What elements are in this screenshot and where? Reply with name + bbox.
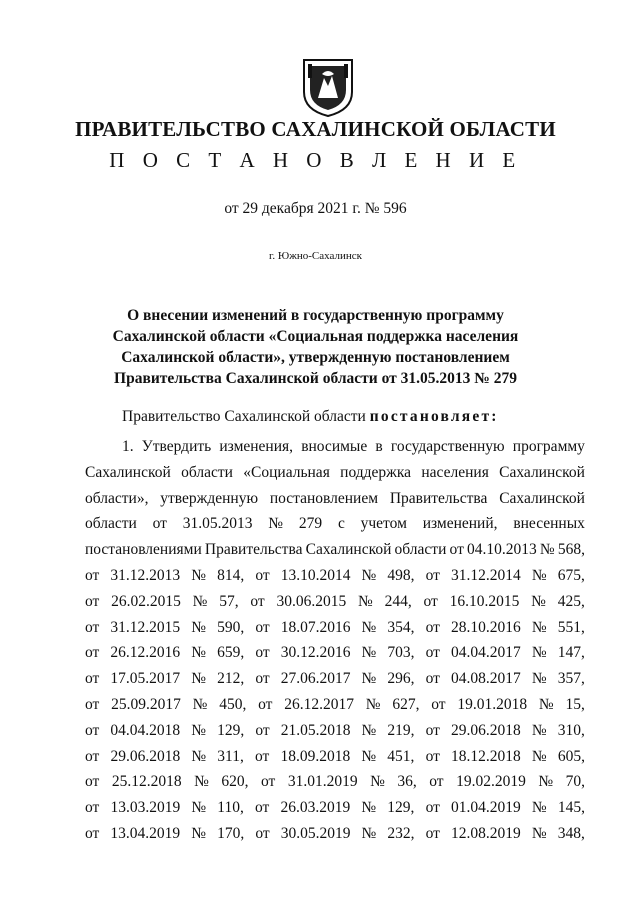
- body-word: 279: [298, 515, 323, 533]
- body-word: учетом: [360, 515, 407, 533]
- body-word: 26.03.2019: [280, 799, 351, 817]
- body-word: от: [425, 799, 440, 817]
- body-word: 18.09.2018: [280, 747, 351, 765]
- body-word: 27.06.2017: [280, 670, 351, 688]
- body-word: Сахалинской: [305, 541, 392, 559]
- body-line: [85, 489, 585, 509]
- body-word: 30.05.2019: [280, 825, 351, 842]
- body-word: от: [85, 567, 100, 584]
- body-word: 129,: [217, 721, 245, 739]
- body-word: в: [375, 438, 383, 455]
- body-word: государственную: [390, 438, 505, 455]
- body-word: №: [531, 644, 547, 662]
- body-word: от: [255, 825, 270, 842]
- body-word: поддержка: [340, 463, 412, 481]
- body-word: утвержденную: [160, 489, 259, 507]
- body-word: 605,: [557, 747, 585, 765]
- document-date-number: от 29 декабря 2021 г. № 596: [224, 200, 407, 217]
- body-word: 15,: [565, 696, 585, 713]
- body-word: от: [85, 773, 100, 791]
- body-word: от: [255, 567, 270, 584]
- body-word: от: [425, 670, 440, 688]
- body-word: 31.12.2015: [110, 618, 181, 636]
- body-word: 814,: [217, 567, 245, 584]
- intro-lead: Правительство Сахалинской области: [122, 408, 366, 425]
- body-word: 18.07.2016: [280, 618, 351, 636]
- body-word: №: [358, 592, 373, 610]
- body-word: постановлением: [269, 489, 379, 507]
- body-word: №: [191, 825, 207, 842]
- body-word: 498,: [387, 567, 415, 584]
- body-word: 110,: [217, 799, 244, 817]
- body-word: 659,: [217, 644, 245, 662]
- body-word: 568,: [557, 541, 585, 559]
- intro-decree: постановляет:: [369, 408, 499, 425]
- body-line: [85, 824, 585, 844]
- body-word: №: [361, 799, 377, 817]
- body-word: №: [531, 592, 546, 610]
- body-word: 31.01.2019: [287, 773, 358, 791]
- body-line: [85, 463, 585, 483]
- body-word: от: [255, 799, 270, 817]
- document-title: О внесении изменений в государственную программу Сахалинской области «Социальная поддержка населения Сахалинской области», утвержденную постановлением Правительства Сахалинской области от 31.05.2013 № 279: [112, 307, 519, 387]
- body-line: [85, 747, 585, 767]
- body-word: от: [425, 747, 440, 765]
- body-word: 425,: [557, 592, 585, 610]
- body-word: 57,: [219, 592, 239, 610]
- body-word: №: [194, 773, 209, 791]
- body-word: 04.04.2018: [110, 721, 181, 739]
- body-word: №: [531, 799, 547, 817]
- body-word: 28.10.2016: [451, 618, 521, 636]
- body-line: [122, 437, 585, 457]
- body-word: от: [255, 618, 270, 636]
- body-word: «Социальная: [243, 463, 330, 481]
- body-word: от: [425, 825, 440, 842]
- body-word: №: [365, 696, 381, 713]
- body-word: №: [538, 773, 554, 791]
- body-word: от: [425, 567, 440, 584]
- body-word: 232,: [387, 825, 415, 842]
- body-word: 450,: [219, 696, 247, 713]
- body-word: 26.12.2017: [284, 696, 354, 713]
- body-word: 357,: [557, 670, 585, 688]
- document-city: г. Южно-Сахалинск: [269, 250, 362, 262]
- body-word: Утвердить: [141, 438, 212, 455]
- body-word: №: [538, 696, 554, 713]
- body-word: 04.08.2017: [451, 670, 521, 688]
- body-word: от: [425, 644, 440, 662]
- body-word: вносимые: [301, 438, 368, 455]
- body-word: 26.02.2015: [111, 592, 181, 610]
- body-line: [85, 592, 585, 612]
- body-word: от: [425, 721, 440, 739]
- body-word: 147,: [557, 644, 585, 662]
- body-word: от: [85, 747, 100, 765]
- body-word: от: [258, 696, 273, 713]
- body-word: №: [361, 567, 377, 584]
- body-word: 627,: [392, 696, 420, 713]
- body-word: 26.12.2016: [110, 644, 181, 662]
- body-word: области: [181, 463, 233, 481]
- body-word: от: [250, 592, 265, 610]
- body-word: от: [255, 644, 270, 662]
- body-word: от: [429, 773, 444, 791]
- body-word: 348,: [557, 825, 585, 842]
- body-word: №: [361, 825, 377, 842]
- body-word: от: [85, 592, 100, 610]
- body-word: изменения,: [219, 438, 294, 455]
- body-word: 17.05.2017: [110, 670, 181, 688]
- body-word: №: [531, 618, 547, 636]
- body-word: Сахалинской: [499, 489, 585, 507]
- body-word: от: [425, 618, 440, 636]
- body-word: 311,: [217, 747, 244, 765]
- body-word: 354,: [387, 618, 415, 636]
- body-word: области: [394, 541, 447, 559]
- body-word: 551,: [557, 618, 585, 636]
- body-line: [85, 514, 585, 534]
- body-line: [85, 566, 585, 586]
- body-word: области: [85, 515, 137, 533]
- body-word: области»,: [85, 489, 149, 507]
- body-word: 620,: [221, 773, 249, 791]
- body-word: №: [531, 670, 547, 688]
- body-word: 25.09.2017: [111, 696, 181, 713]
- body-word: 16.10.2015: [449, 592, 520, 610]
- body-word: 25.12.2018: [111, 773, 182, 791]
- body-word: 29.06.2018: [451, 721, 521, 739]
- body-word: 29.06.2018: [110, 747, 181, 765]
- body-word: от: [85, 644, 100, 662]
- body-word: населения: [421, 463, 489, 481]
- organization-name: ПРАВИТЕЛЬСТВО САХАЛИНСКОЙ ОБЛАСТИ: [75, 117, 556, 141]
- body-word: программу: [512, 438, 585, 455]
- body-word: от: [152, 515, 167, 533]
- body-word: 19.01.2018: [457, 696, 528, 713]
- body-word: №: [191, 721, 207, 739]
- body-word: №: [192, 696, 208, 713]
- body-word: 31.05.2013: [182, 515, 253, 533]
- body-word: от: [85, 696, 100, 713]
- body-line: [85, 695, 585, 715]
- body-word: 13.04.2019: [110, 825, 181, 842]
- body-word: №: [539, 541, 555, 559]
- body-word: 310,: [557, 721, 585, 739]
- body-word: от: [423, 592, 438, 610]
- body-word: 18.12.2018: [451, 747, 521, 765]
- body-word: №: [531, 721, 547, 739]
- body-line: [85, 669, 585, 689]
- body-word: 296,: [387, 670, 415, 688]
- body-word: Сахалинской: [85, 463, 171, 481]
- body-word: Сахалинской: [499, 463, 585, 481]
- body-word: изменений,: [422, 515, 498, 533]
- body-line: [85, 721, 585, 741]
- body-word: №: [361, 747, 377, 765]
- body-word: от: [449, 541, 464, 559]
- body-word: 590,: [217, 618, 245, 636]
- body-word: 36,: [397, 773, 417, 791]
- body-word: №: [531, 747, 547, 765]
- body-line: [85, 798, 585, 818]
- body-word: от: [85, 618, 100, 636]
- body-word: №: [361, 644, 377, 662]
- body-word: Правительства: [389, 489, 488, 507]
- coat-of-arms-emblem: [300, 56, 356, 118]
- body-line: [85, 772, 585, 792]
- body-word: 451,: [387, 747, 415, 765]
- body-word: №: [361, 670, 377, 688]
- body-word: 19.02.2019: [456, 773, 526, 791]
- body-word: 129,: [387, 799, 415, 817]
- body-word: от: [255, 670, 270, 688]
- body-word: №: [531, 567, 547, 584]
- body-word: 30.12.2016: [280, 644, 351, 662]
- body-word: 212,: [217, 670, 245, 688]
- body-word: от: [261, 773, 276, 791]
- body-word: 30.06.2015: [276, 592, 347, 610]
- body-word: 675,: [557, 567, 585, 584]
- body-word: 21.05.2018: [280, 721, 351, 739]
- body-word: №: [191, 567, 207, 584]
- body-word: №: [191, 670, 207, 688]
- body-word: от: [85, 825, 100, 842]
- body-word: №: [191, 618, 207, 636]
- body-word: 1.: [122, 438, 134, 455]
- body-word: №: [268, 515, 284, 533]
- body-word: 04.10.2013: [467, 541, 537, 559]
- body-word: №: [361, 721, 377, 739]
- body-word: 13.03.2019: [110, 799, 181, 817]
- body-word: от: [85, 721, 100, 739]
- body-word: внесенных: [513, 515, 585, 533]
- body-word: Правительства: [204, 541, 303, 559]
- body-word: №: [191, 747, 207, 765]
- body-word: №: [191, 644, 207, 662]
- body-line: [85, 540, 585, 560]
- body-word: 703,: [387, 644, 415, 662]
- body-word: от: [255, 747, 270, 765]
- body-word: постановлениями: [85, 541, 202, 559]
- body-word: 70,: [565, 773, 585, 791]
- body-word: 31.12.2013: [110, 567, 181, 584]
- document-type: П О С Т А Н О В Л Е Н И Е: [109, 148, 522, 172]
- body-word: 145,: [557, 799, 585, 817]
- body-word: с: [337, 515, 345, 533]
- intro-paragraph: [122, 408, 499, 426]
- body-word: 31.12.2014: [451, 567, 521, 584]
- body-word: 04.04.2017: [451, 644, 521, 662]
- body-word: от: [85, 670, 100, 688]
- body-word: 12.08.2019: [451, 825, 521, 842]
- body-word: 13.10.2014: [280, 567, 351, 584]
- body-line: [85, 643, 585, 663]
- body-word: №: [370, 773, 385, 791]
- body-word: 219,: [387, 721, 415, 739]
- body-line: [85, 618, 585, 638]
- body-word: №: [192, 592, 208, 610]
- body-word: 170,: [217, 825, 245, 842]
- body-word: №: [531, 825, 547, 842]
- body-word: от: [85, 799, 100, 817]
- body-word: 244,: [384, 592, 412, 610]
- body-word: 01.04.2019: [451, 799, 521, 817]
- body-word: от: [255, 721, 270, 739]
- body-word: №: [361, 618, 377, 636]
- body-word: от: [431, 696, 446, 713]
- body-word: №: [191, 799, 207, 817]
